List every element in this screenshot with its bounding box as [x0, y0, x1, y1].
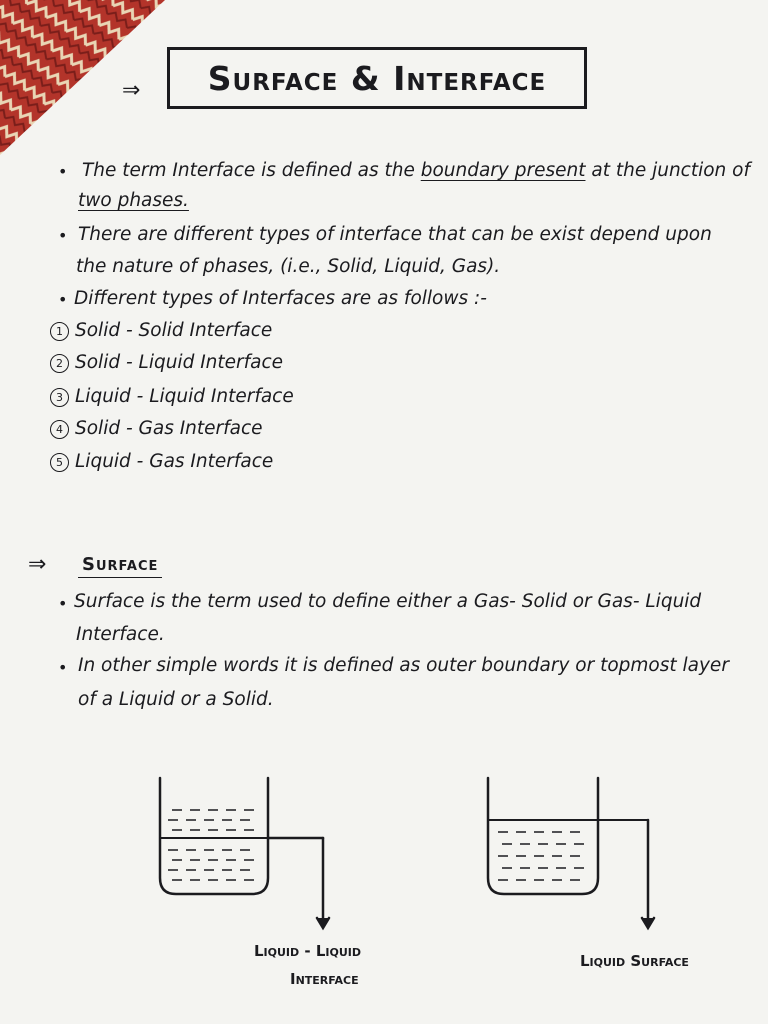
number-circle-icon: 2: [50, 354, 69, 373]
types-list-item: [50, 386, 294, 407]
types-list-label: Solid - Solid Interface: [75, 320, 273, 341]
bullet-icon: •: [58, 162, 68, 181]
types-list-item: [50, 320, 272, 341]
bullet-icon: •: [58, 594, 68, 613]
arrow-marker-icon: ⇒: [28, 552, 47, 577]
intro-text-1a: The term Interface is defined as the: [82, 160, 415, 181]
bullet-icon: •: [58, 226, 68, 245]
number-circle-icon: 4: [50, 420, 69, 439]
bullet-icon: •: [58, 658, 68, 677]
left-diagram-caption-2: Interface: [290, 970, 359, 988]
intro-line-4: the nature of phases, (i.e., Solid, Liquid, Gas).: [76, 256, 501, 277]
intro-line-3: There are different types of interface that can be exist depend upon: [78, 224, 712, 245]
surface-line-4: of a Liquid or a Solid.: [78, 689, 274, 710]
types-list-item: [50, 418, 263, 439]
intro-text-1c: at the junction of: [591, 160, 750, 181]
fabric-corner-decoration: [0, 0, 170, 160]
arrow-marker-icon: ⇒: [122, 78, 141, 103]
left-beaker: [160, 778, 268, 894]
bullet-icon: •: [58, 290, 68, 309]
right-diagram-caption: Liquid Surface: [580, 952, 689, 970]
intro-line-2: [78, 190, 189, 211]
number-circle-icon: 5: [50, 453, 69, 472]
intro-line-1: [82, 160, 750, 181]
page-title: Surface & Interface: [167, 47, 587, 109]
types-list-item: [50, 451, 273, 472]
right-beaker: [488, 778, 598, 894]
intro-text-1b: boundary present: [420, 160, 586, 181]
number-circle-icon: 1: [50, 322, 69, 341]
surface-line-2: Interface.: [76, 624, 165, 645]
intro-line-5: Different types of Interfaces are as follows :-: [74, 288, 487, 309]
types-list-label: Liquid - Gas Interface: [75, 451, 274, 472]
interface-diagrams: [140, 760, 680, 940]
left-diagram-caption-1: Liquid - Liquid: [254, 942, 361, 960]
types-list-item: [50, 352, 283, 373]
section-heading-surface: Surface: [78, 554, 162, 578]
intro-text-2: two phases.: [78, 190, 189, 211]
types-list-label: Solid - Gas Interface: [75, 418, 263, 439]
types-list-label: Solid - Liquid Interface: [75, 352, 284, 373]
surface-line-3: In other simple words it is defined as outer boundary or topmost layer: [78, 655, 729, 676]
number-circle-icon: 3: [50, 388, 69, 407]
types-list-label: Liquid - Liquid Interface: [75, 386, 294, 407]
surface-line-1: Surface is the term used to define either a Gas- Solid or Gas- Liquid: [74, 591, 702, 612]
